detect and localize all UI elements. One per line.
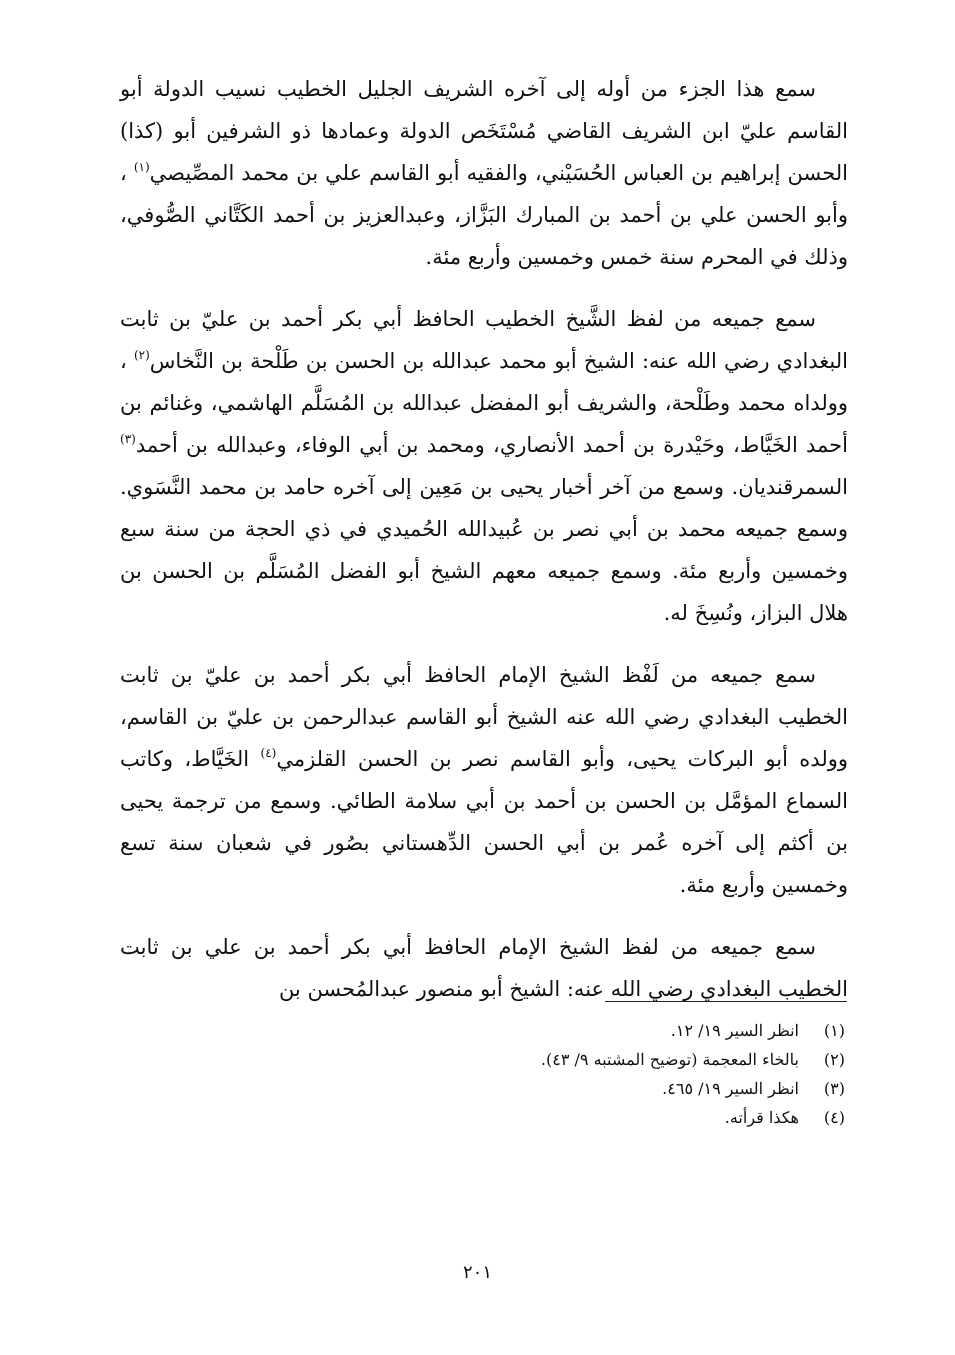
footnote-text: هكذا قرأته. (724, 1108, 799, 1127)
footnote-reference: (١) (133, 160, 150, 174)
footnote-number: (٣) (823, 1079, 845, 1098)
footnote-text: انظر السير ١٩/ ٤٦٥. (662, 1079, 799, 1098)
paragraph (120, 926, 848, 1010)
footnote-text: انظر السير ١٩/ ١٢. (670, 1021, 799, 1040)
paragraph-text: الخَيَّاط، وكاتب السماع المؤمَّل بن الحسن بن أحمد بن أبي سلامة الطائي. وسمع من ترجمة يحيى بن أكثم إلى آخره عُمر بن أبي الحسن الدِّهستاني بصُور في شعبان سنة تسع وخمسين وأربع مئة. (120, 747, 848, 897)
paragraph (120, 298, 848, 634)
footnote-reference: (٢) (133, 348, 150, 362)
footnotes (300, 1016, 845, 1132)
paragraph-text: سمع جميعه من لفظ الشيخ الإمام الحافظ أبي بكر أحمد بن علي بن ثابت الخطيب البغدادي رضي الله عنه: الشيخ أبو منصور عبدالمُحسن بن (120, 935, 848, 1001)
footnote-reference: (٣) (120, 432, 136, 446)
footnote-text: بالخاء المعجمة (توضيح المشتبه ٩/ ٤٣). (540, 1050, 799, 1069)
paragraph-text: السمرقنديان. وسمع من آخر أخبار يحيى بن مَعِين إلى آخره حامد بن محمد النَّسَوي. وسمع جميعه محمد بن أبي نصر بن عُبيدالله الحُميدي في ذي الحجة من سنة سبع وخمسين وأربع مئة. وسمع جميعه معهم الشيخ أبو الفضل المُسَلَّم بن الحسن بن هلال البزاز، ونُسِخَ له. (120, 475, 848, 625)
footnote-reference: (٤) (260, 746, 277, 760)
footnote (300, 1103, 845, 1132)
paragraph (120, 654, 848, 906)
footnote-number: (٢) (823, 1050, 845, 1069)
paragraph-text: سمع جميعه من لفظ الشَّيخ الخطيب الحافظ أبي بكر أحمد بن عليّ بن ثابت البغدادي رضي الله عنه: الشيخ أبو محمد عبدالله بن الحسن بن طَلْحة بن النَّخاس (120, 307, 849, 373)
paragraph-text: سمع هذا الجزء من أوله إلى آخره الشريف الجليل الخطيب نسيب الدولة أبو القاسم عليّ ابن الشريف القاضي مُسْتَخَص الدولة وعمادها ذو الشرفين أبو (كذا) الحسن إبراهيم بن العباس الحُسَيْني، والفقيه أبو القاسم علي بن محمد المصِّيصي (120, 77, 848, 185)
main-text (120, 68, 848, 1030)
footnote (300, 1045, 845, 1074)
paragraph-text: ، وأبو الحسن علي بن أحمد بن المبارك البَزَّاز، وعبدالعزيز بن أحمد الكَتَّاني الصُّوفي، وذلك في المحرم سنة خمس وخمسين وأربع مئة. (120, 161, 848, 269)
paragraph-text: سمع جميعه من لَفْظ الشيخ الإمام الحافظ أبي بكر أحمد بن عليّ بن ثابت الخطيب البغدادي رضي الله عنه الشيخ أبو القاسم عبدالرحمن بن عليّ بن القاسم، وولده أبو البركات يحيى، وأبو القاسم نصر بن الحسن القلزمي (120, 663, 848, 771)
footnote-separator (605, 1001, 847, 1002)
footnote (300, 1074, 845, 1103)
paragraph (120, 68, 848, 278)
footnote-number: (١) (823, 1021, 845, 1040)
page-number: ٢٠١ (462, 1262, 492, 1283)
footnote (300, 1016, 845, 1045)
footnote-number: (٤) (823, 1108, 845, 1127)
paragraph-text: ، وولداه محمد وطَلْحة، والشريف أبو المفضل عبدالله بن المُسَلَّم الهاشمي، وغنائم بن أحمد الخَيَّاط، وحَيْدرة بن أحمد الأنصاري، ومحمد بن أبي الوفاء، وعبدالله بن أحمد (120, 349, 848, 457)
